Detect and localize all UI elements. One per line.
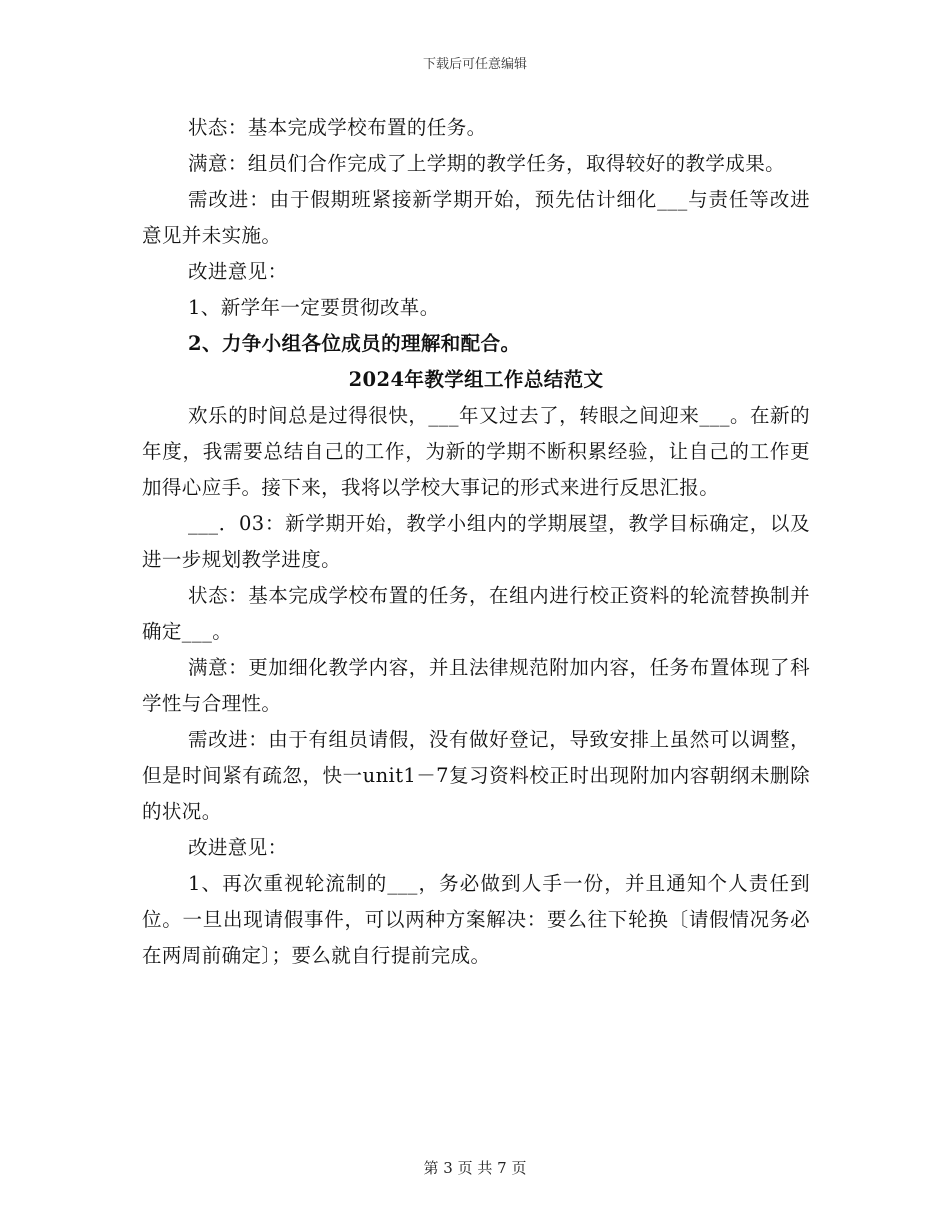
paragraph-suggestion-1-2: 2、力争小组各位成员的理解和配合。 [188,332,521,355]
paragraph-improve-2: 需改进：由于有组员请假，没有做好登记，导致安排上虽然可以调整，但是时间紧有疏忽，快一unit1－7复习资料校正时出现附加内容朝纲未删除的状况。 [142,728,810,823]
page-number-footer: 第 3 页 共 7 页 [423,1159,527,1177]
paragraph-satisfied-1: 满意：组员们合作完成了上学期的教学任务，取得较好的教学成果。 [188,152,786,175]
paragraph-status-1: 状态：基本完成学校布置的任务。 [188,116,487,139]
document-body [142,110,810,974]
paragraph-intro: 欢乐的时间总是过得很快，___年又过去了，转眼之间迎来___。在新的年度，我需要总结自己的工作，为新的学期不断积累经验，让自己的工作更加得心应手。接下来，我将以学校大事记的形式来进行反思汇报。 [142,404,810,499]
paragraph-event-03: ___．03：新学期开始，教学小组内的学期展望，教学目标确定，以及进一步规划教学进度。 [142,512,810,571]
page-header-note: 下载后可任意编辑 [422,57,527,72]
paragraph-status-2: 状态：基本完成学校布置的任务，在组内进行校正资料的轮流替换制并确定___。 [142,584,810,643]
paragraph-suggestions-heading-2: 改进意见： [188,836,288,859]
paragraph-improve-1: 需改进：由于假期班紧接新学期开始，预先估计细化___与责任等改进意见并未实施。 [142,188,810,247]
paragraph-suggestions-heading-1: 改进意见： [188,260,288,283]
paragraph-satisfied-2: 满意：更加细化教学内容，并且法律规范附加内容，任务布置体现了科学性与合理性。 [142,656,810,715]
section-title: 2024年教学组工作总结范文 [348,368,604,391]
paragraph-suggestion-1-1: 1、新学年一定要贯彻改革。 [188,296,440,319]
paragraph-suggestion-2-1: 1、再次重视轮流制的___，务必做到人手一份，并且通知个人责任到位。一旦出现请假事件，可以两种方案解决：要么往下轮换〔请假情况务必在两周前确定〕；要么就自行提前完成。 [142,872,810,967]
